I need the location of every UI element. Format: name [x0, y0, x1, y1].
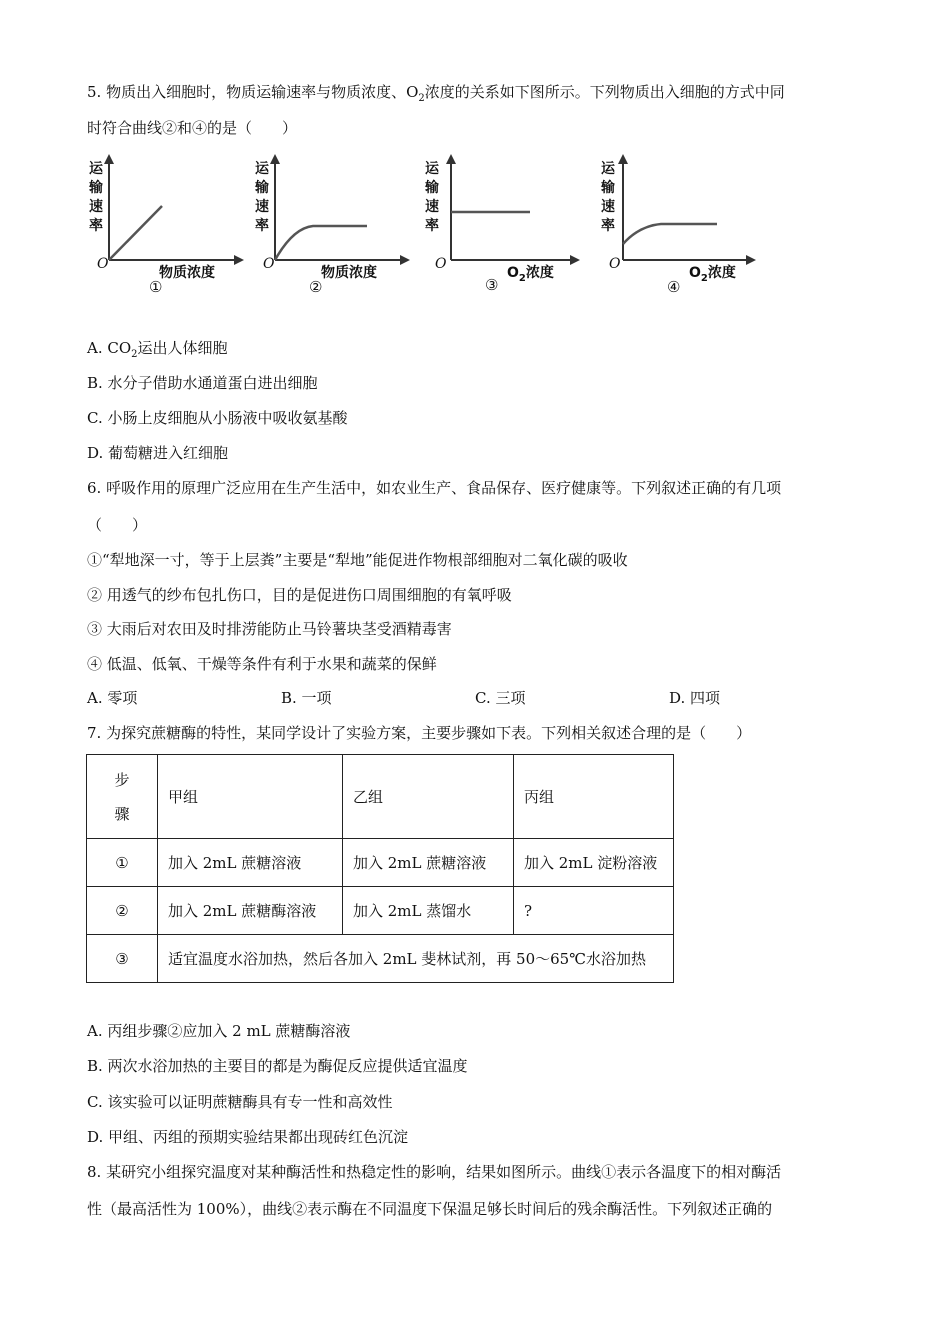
table-row: [87, 887, 674, 935]
q8-stem-line2: 性（最高活性为 100%），曲线②表示酶在不同温度下保温足够长时间后的残余酶活性。下列叙述正确的: [87, 1200, 773, 1218]
q5-option-d: D. 葡萄糖进入红细胞: [87, 444, 229, 462]
header-group-jia: 甲组: [158, 755, 343, 839]
q6-item-1: ①“犁地深一寸，等于上层粪”主要是“犁地”能促进作物根部细胞对二氧化碳的吸收: [87, 551, 628, 569]
q7-option-d: D. 甲组、丙组的预期实验结果都出现砖红色沉淀: [87, 1128, 409, 1146]
table-row: [87, 935, 674, 983]
row2-bing: ?: [514, 887, 674, 935]
table-header-row: [87, 755, 674, 839]
graph-4-xlabel: $O_2$浓度: [689, 265, 736, 284]
graph-2-number: ②: [309, 278, 323, 296]
row2-step: ②: [87, 887, 158, 935]
graph-2-xlabel: 物质浓度: [321, 265, 377, 281]
q7-option-b: B. 两次水浴加热的主要目的都是为酶促反应提供适宜温度: [87, 1057, 468, 1075]
graph-2-origin: O: [263, 256, 275, 272]
row1-jia: 加入 2mL 蔗糖溶液: [158, 839, 343, 887]
q8-stem-line1: 8. 某研究小组探究温度对某种酶活性和热稳定性的影响，结果如图所示。曲线①表示各温度下的相对酶活: [87, 1163, 782, 1181]
q6-stem-line2: （ ）: [87, 516, 148, 534]
graph-3-number: ③: [485, 276, 499, 294]
graph-3-ylabel: 运 输 速 率: [425, 161, 439, 234]
graph-1-ylabel: 运 输 速 率: [89, 161, 103, 234]
q6-option-a: A. 零项: [87, 689, 138, 707]
graph-2: [253, 150, 443, 300]
q5-option-a: A. $CO_2$运出人体细胞: [87, 339, 228, 360]
q7-option-a: A. 丙组步骤②应加入 2 mL 蔗糖酶溶液: [87, 1022, 351, 1040]
graph-1: [87, 150, 277, 300]
header-group-bing: 丙组: [514, 755, 674, 839]
row1-bing: 加入 2mL 淀粉溶液: [514, 839, 674, 887]
q6-option-c: C. 三项: [475, 689, 526, 707]
curve-2: [275, 226, 367, 260]
row2-yi: 加入 2mL 蒸馏水: [343, 887, 514, 935]
graph-4: [599, 150, 789, 300]
q5-stem-line2: 时符合曲线②和④的是（ ）: [87, 119, 298, 137]
q5-stem-line1: 5. 物质出入细胞时，物质运输速率与物质浓度、$O_2$浓度的关系如下图所示。下列物质出入细胞的方式中同: [87, 83, 785, 104]
q7-stem: 7. 为探究蔗糖酶的特性，某同学设计了实验方案，主要步骤如下表。下列相关叙述合理的是（ ）: [87, 724, 752, 742]
q5-option-c: C. 小肠上皮细胞从小肠液中吸收氨基酸: [87, 409, 348, 427]
graph-4-origin: O: [609, 256, 621, 272]
graph-4-ylabel: 运 输 速 率: [601, 161, 615, 234]
q6-item-4: ④ 低温、低氧、干燥等条件有利于水果和蔬菜的保鲜: [87, 655, 437, 673]
graph-3: [423, 150, 613, 300]
curve-4: [623, 224, 717, 244]
graph-3-xlabel: $O_2$浓度: [507, 265, 554, 284]
graph-1-xlabel: 物质浓度: [159, 265, 215, 281]
row1-yi: 加入 2mL 蔗糖溶液: [343, 839, 514, 887]
header-step: 步 骤: [87, 755, 158, 839]
q6-option-d: D. 四项: [669, 689, 721, 707]
graph-4-number: ④: [667, 278, 681, 296]
graph-1-origin: O: [97, 256, 109, 272]
q5-option-b: B. 水分子借助水通道蛋白进出细胞: [87, 374, 318, 392]
graph-3-origin: O: [435, 256, 447, 272]
q7-steps-table: [86, 754, 674, 983]
row3-step: ③: [87, 935, 158, 983]
curve-1: [109, 206, 162, 260]
graph-2-ylabel: 运 输 速 率: [255, 161, 269, 234]
q6-item-2: ② 用透气的纱布包扎伤口，目的是促进伤口周围细胞的有氧呼吸: [87, 586, 512, 604]
q6-option-b: B. 一项: [281, 689, 332, 707]
q6-item-3: ③ 大雨后对农田及时排涝能防止马铃薯块茎受酒精毒害: [87, 620, 452, 638]
graph-1-number: ①: [149, 278, 163, 296]
table-row: [87, 839, 674, 887]
row2-jia: 加入 2mL 蔗糖酶溶液: [158, 887, 343, 935]
header-group-yi: 乙组: [343, 755, 514, 839]
row1-step: ①: [87, 839, 158, 887]
q6-stem-line1: 6. 呼吸作用的原理广泛应用在生产生活中，如农业生产、食品保存、医疗健康等。下列叙述正确的有几项: [87, 479, 782, 497]
row3-all-groups: 适宜温度水浴加热，然后各加入 2mL 斐林试剂，再 50～65℃水浴加热: [158, 935, 674, 983]
q7-option-c: C. 该实验可以证明蔗糖酶具有专一性和高效性: [87, 1093, 393, 1111]
